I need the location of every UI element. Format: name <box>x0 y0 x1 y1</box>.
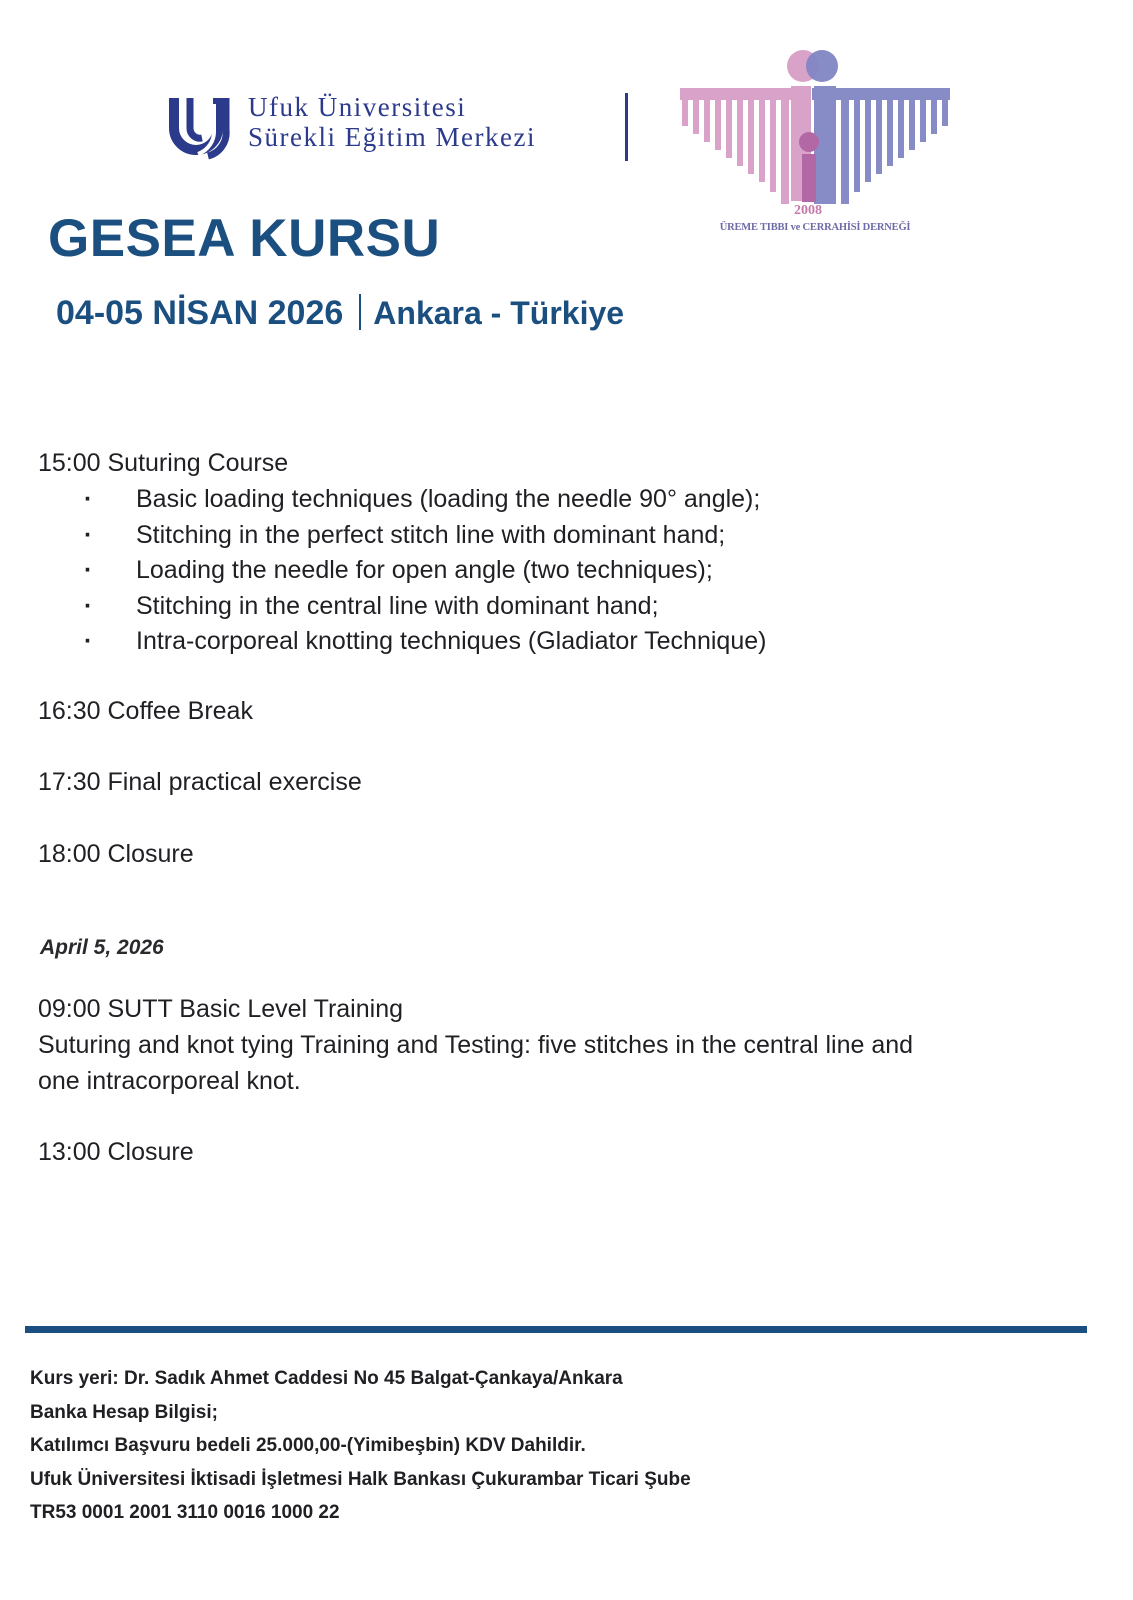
program-item-final-exercise: 17:30 Final practical exercise <box>38 768 362 796</box>
program-item-coffee-break: 16:30 Coffee Break <box>38 697 253 725</box>
association-year: 2008 <box>794 203 822 216</box>
course-date: 04-05 NİSAN 2026 <box>56 294 344 332</box>
program-item-closure-day2: 13:00 Closure <box>38 1138 194 1166</box>
association-emblem-icon <box>680 46 950 216</box>
header-divider <box>625 93 628 161</box>
page-subtitle <box>56 294 624 333</box>
program-item-sutt-training: 09:00 SUTT Basic Level Training <box>38 995 404 1023</box>
page-title: GESEA KURSU <box>48 209 441 268</box>
bank-info-label: Banka Hesap Bilgisi; <box>30 1401 218 1423</box>
association-name: ÜREME TIBBI ve CERRAHİSİ DERNEĞİ <box>719 222 911 233</box>
footer-info <box>30 1362 691 1530</box>
day2-date-heading: April 5, 2026 <box>40 936 164 959</box>
bank-branch: Ufuk Üniversitesi İktisadi İşletmesi Halk Bankası Çukurambar Ticari Şube <box>30 1468 691 1490</box>
university-name <box>248 92 536 152</box>
program-item-sutt-description: Suturing and knot tying Training and Testing: five stitches in the central line and one intracorporeal knot. <box>38 1031 914 1095</box>
list-item: · Basic loading techniques (loading the needle 90° angle); <box>84 482 766 518</box>
university-name-line2: Sürekli Eğitim Merkezi <box>248 122 536 152</box>
list-item: · Stitching in the perfect stitch line with dominant hand; <box>84 518 766 554</box>
suturing-course-topics <box>84 482 766 660</box>
footer-divider <box>25 1326 1087 1333</box>
list-item: · Loading the needle for open angle (two techniques); <box>84 553 766 589</box>
program-item-closure-day1: 18:00 Closure <box>38 840 194 868</box>
subtitle-divider <box>359 294 361 330</box>
program-item-suturing-course: 15:00 Suturing Course <box>38 449 289 477</box>
registration-fee: Katılımcı Başvuru bedeli 25.000,00-(Yimibeşbin) KDV Dahildir. <box>30 1435 586 1456</box>
ufuk-university-logo-icon <box>168 94 238 160</box>
list-item: · Stitching in the central line with dominant hand; <box>84 589 766 625</box>
list-item: · Intra-corporeal knotting techniques (Gladiator Technique) <box>84 624 766 660</box>
university-name-line1: Ufuk Üniversitesi <box>248 92 467 122</box>
course-location: Ankara - Türkiye <box>373 295 625 331</box>
iban-number: TR53 0001 2001 3110 0016 1000 22 <box>30 1502 340 1523</box>
course-venue: Kurs yeri: Dr. Sadık Ahmet Caddesi No 45 Balgat-Çankaya/Ankara <box>30 1368 623 1389</box>
